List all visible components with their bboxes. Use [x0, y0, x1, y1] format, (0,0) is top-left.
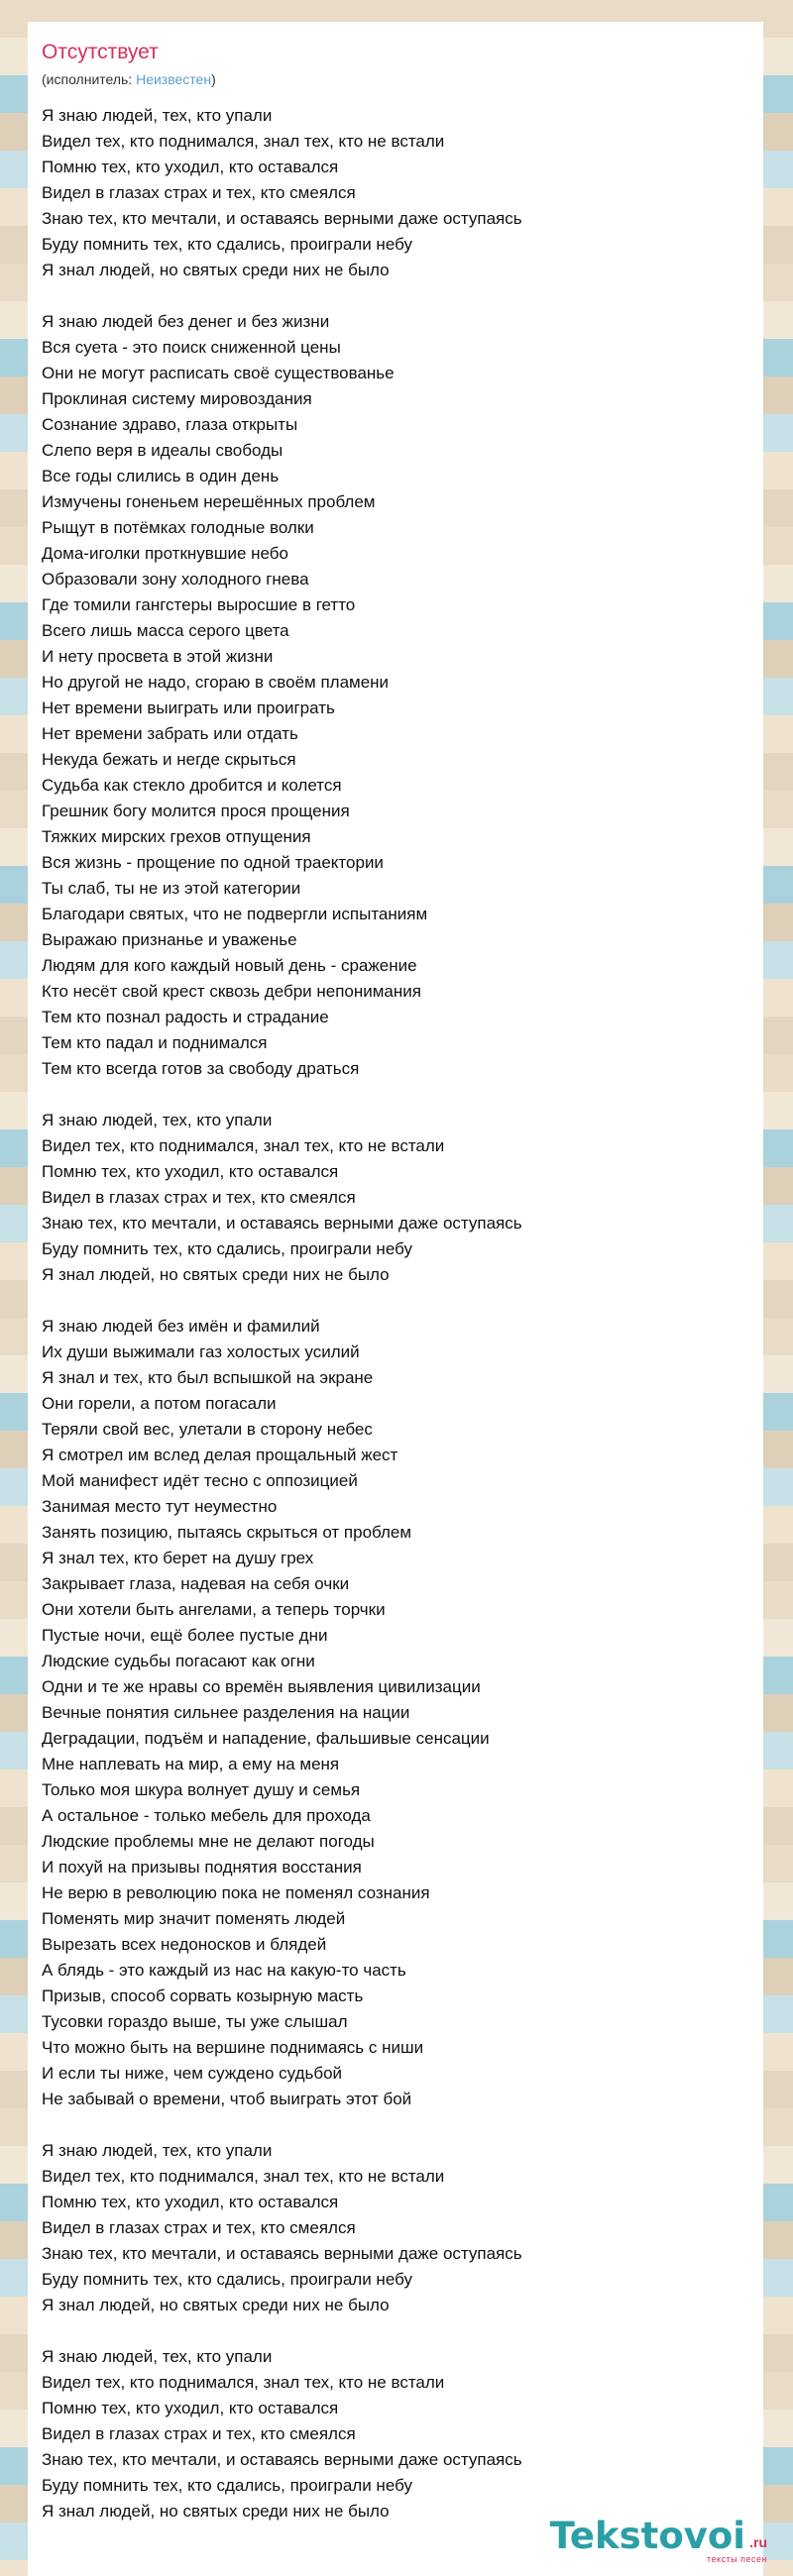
lyric-line: Занимая место тут неуместно [42, 1497, 278, 1516]
lyric-line: Я смотрел им вслед делая прощальный жест [42, 1446, 398, 1464]
lyric-line: Деградации, подъём и нападение, фальшивые сенсации [42, 1729, 490, 1748]
artist-link[interactable]: Неизвестен [136, 71, 212, 87]
lyric-line: Измучены гоненьем нерешённых проблем [42, 492, 376, 511]
lyric-line: Они хотели быть ангелами, а теперь торчки [42, 1600, 386, 1619]
lyric-line: Я знал людей, но святых среди них не было [42, 2502, 390, 2521]
lyric-line: И если ты ниже, чем суждено судьбой [42, 2064, 343, 2083]
lyric-line: Помню тех, кто уходил, кто оставался [42, 2193, 339, 2211]
song-title: Отсутствует [42, 41, 159, 63]
lyric-line: Они горели, а потом погасали [42, 1394, 277, 1413]
lyric-line: Я знаю людей, тех, кто упали [42, 1111, 273, 1129]
stanza-break [42, 1082, 755, 1108]
lyric-line: Где томили гангстеры выросшие в гетто [42, 595, 356, 614]
lyric-line: Я знал людей, но святых среди них не было [42, 1265, 390, 1284]
lyric-line: Все годы слились в один день [42, 467, 280, 485]
lyric-line: Я знал людей, но святых среди них не было [42, 261, 390, 279]
lyric-line: А блядь - это каждый из нас на какую-то часть [42, 1961, 406, 1980]
lyric-line: Некуда бежать и негде скрыться [42, 750, 296, 769]
lyric-line: Что можно быть на вершине поднимаясь с ниши [42, 2038, 424, 2057]
lyric-line: Видел в глазах страх и тех, кто смеялся [42, 1188, 356, 1207]
artist-prefix: (исполнитель: [42, 71, 137, 87]
lyric-line: Пустые ночи, ещё более пустые дни [42, 1626, 328, 1645]
lyric-line: Только моя шкура волнует душу и семья [42, 1780, 361, 1799]
lyric-line: А остальное - только мебель для прохода [42, 1806, 371, 1825]
lyric-line: Знаю тех, кто мечтали, и оставаясь верными даже оступаясь [42, 2244, 522, 2263]
lyric-line: Знаю тех, кто мечтали, и оставаясь верными даже оступаясь [42, 2450, 522, 2469]
lyric-line: Нет времени забрать или отдать [42, 724, 298, 743]
lyric-line: Кто несёт свой крест сквозь дебри непонимания [42, 982, 421, 1001]
lyric-line: Буду помнить тех, кто сдались, проиграли небу [42, 2476, 412, 2495]
lyric-line: Не забывай о времени, чтоб выиграть этот бой [42, 2090, 412, 2108]
lyric-line: Помню тех, кто уходил, кто оставался [42, 1162, 339, 1181]
lyric-line: Поменять мир значит поменять людей [42, 1909, 346, 1928]
lyric-line: Знаю тех, кто мечтали, и оставаясь верными даже оступаясь [42, 209, 522, 228]
stanza-break [42, 283, 755, 309]
lyric-line: Грешник богу молится прося прощения [42, 802, 350, 820]
logo-tagline: тексты песен [706, 2554, 767, 2564]
lyric-line: Видел в глазах страх и тех, кто смеялся [42, 2424, 356, 2443]
lyric-line: Выражаю признанье и уваженье [42, 930, 297, 949]
lyric-line: Благодари святых, что не подвергли испытаниям [42, 905, 428, 923]
lyric-line: Одни и те же нравы со времён выявления цивилизации [42, 1677, 481, 1696]
lyric-line: Буду помнить тех, кто сдались, проиграли небу [42, 2270, 412, 2289]
logo-tld: .ru [749, 2534, 767, 2550]
lyric-line: Ты слаб, ты не из этой категории [42, 879, 301, 898]
lyric-line: Всего лишь масса серого цвета [42, 621, 289, 640]
lyric-line: Их души выжимали газ холостых усилий [42, 1342, 360, 1361]
stanza-break [42, 2318, 755, 2344]
lyric-line: Людские судьбы погасают как огни [42, 1652, 315, 1670]
lyric-line: Помню тех, кто уходил, кто оставался [42, 2399, 339, 2417]
lyric-line: Знаю тех, кто мечтали, и оставаясь верными даже оступаясь [42, 1214, 522, 1233]
stanza-break [42, 2112, 755, 2138]
lyric-line: Мой манифест идёт тесно с оппозицией [42, 1471, 358, 1490]
lyrics-body [42, 103, 755, 2524]
lyric-line: Тем кто всегда готов за свободу драться [42, 1059, 360, 1078]
lyric-line: Сознание здраво, глаза открыты [42, 415, 298, 434]
lyric-line: Я знал тех, кто берет на душу грех [42, 1549, 314, 1567]
lyric-line: И похуй на призывы поднятия восстания [42, 1858, 362, 1877]
lyric-line: Рыщут в потёмках голодные волки [42, 518, 314, 537]
lyric-line: Я знаю людей, тех, кто упали [42, 2347, 273, 2366]
lyric-line: Образовали зону холодного гнева [42, 570, 309, 589]
lyric-line: Слепо веря в идеалы свободы [42, 441, 283, 460]
lyric-line: Буду помнить тех, кто сдались, проиграли небу [42, 1239, 412, 1258]
lyric-line: Я знал и тех, кто был вспышкой на экране [42, 1368, 374, 1387]
lyric-line: Вся суета - это поиск сниженной цены [42, 338, 341, 357]
lyric-line: Вся жизнь - прощение по одной траектории [42, 853, 384, 872]
lyric-line: Судьба как стекло дробится и колется [42, 776, 342, 795]
lyric-line: Не верю в революцию пока не поменял сознания [42, 1883, 430, 1902]
lyric-line: Помню тех, кто уходил, кто оставался [42, 158, 339, 176]
lyric-line: Вырезать всех недоносков и блядей [42, 1935, 327, 1954]
lyric-line: Видел в глазах страх и тех, кто смеялся [42, 183, 356, 202]
lyric-line: Тусовки гораздо выше, ты уже слышал [42, 2012, 348, 2031]
lyric-line: Видел в глазах страх и тех, кто смеялся [42, 2218, 356, 2237]
lyric-line: Но другой не надо, сгораю в своём пламени [42, 673, 390, 692]
site-logo[interactable] [549, 2517, 767, 2566]
lyric-line: И нету просвета в этой жизни [42, 647, 274, 666]
lyric-line: Видел тех, кто поднимался, знал тех, кто не встали [42, 1136, 445, 1155]
lyric-line: Тяжких мирских грехов отпущения [42, 827, 311, 846]
lyric-line: Видел тех, кто поднимался, знал тех, кто не встали [42, 132, 445, 151]
lyric-line: Я знаю людей без имён и фамилий [42, 1317, 320, 1336]
lyric-line: Мне наплевать на мир, а ему на меня [42, 1755, 340, 1773]
lyric-line: Вечные понятия сильнее разделения на нации [42, 1703, 410, 1722]
lyric-line: Я знал людей, но святых среди них не было [42, 2296, 390, 2314]
lyric-line: Дома-иголки проткнувшие небо [42, 544, 288, 563]
lyric-line: Людям для кого каждый новый день - сражение [42, 956, 417, 975]
lyric-line: Людские проблемы мне не делают погоды [42, 1832, 375, 1851]
lyric-line: Я знаю людей, тех, кто упали [42, 2141, 273, 2160]
lyrics-card [28, 22, 763, 2576]
logo-brand: Tekstovoi [549, 2515, 745, 2557]
lyric-line: Закрывает глаза, надевая на себя очки [42, 1574, 350, 1593]
lyric-line: Я знаю людей без денег и без жизни [42, 312, 330, 331]
lyric-line: Видел тех, кто поднимался, знал тех, кто не встали [42, 2373, 445, 2392]
lyric-line: Видел тех, кто поднимался, знал тех, кто не встали [42, 2167, 445, 2186]
lyric-line: Тем кто падал и поднимался [42, 1033, 268, 1052]
lyric-line: Проклиная систему мировоздания [42, 389, 312, 408]
lyric-line: Занять позицию, пытаясь скрыться от проблем [42, 1523, 412, 1542]
lyric-line: Теряли свой вес, улетали в сторону небес [42, 1420, 373, 1439]
lyric-line: Тем кто познал радость и страдание [42, 1008, 329, 1026]
lyric-line: Призыв, способ сорвать козырную масть [42, 1986, 364, 2005]
lyric-line: Буду помнить тех, кто сдались, проиграли небу [42, 235, 412, 254]
lyric-line: Я знаю людей, тех, кто упали [42, 106, 273, 125]
lyric-line: Нет времени выиграть или проиграть [42, 698, 335, 717]
artist-line [42, 70, 216, 88]
stanza-break [42, 1288, 755, 1314]
artist-suffix: ) [211, 71, 216, 87]
lyric-line: Они не могут расписать своё существованье [42, 364, 395, 382]
